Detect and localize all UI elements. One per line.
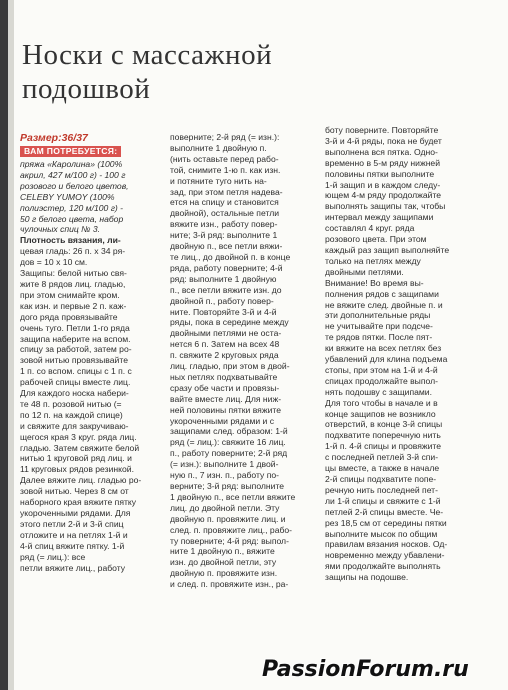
text-line: CELEBY YUMOY (100% — [20, 191, 115, 202]
text-line: розового цвета. При этом — [325, 234, 427, 245]
text-line: Внимание! Во время вы- — [325, 277, 424, 288]
text-line: отверстий, в конце 3-й спицы — [325, 419, 443, 430]
text-line: защипы на подошве. — [325, 572, 409, 583]
text-line: двойными петлями. — [325, 266, 404, 277]
text-line: эти дополнительные ряды — [325, 310, 431, 321]
text-line: спицах продолжайте выпол- — [325, 375, 438, 386]
text-line: 2-й спицы подхватите попе- — [325, 474, 437, 484]
text-line: 1-й защип и в каждом следу- — [325, 179, 441, 190]
text-line: отложите и на петлях 1-й и — [20, 529, 128, 540]
text-line: правилам вязания носков. Од- — [325, 539, 448, 550]
text-line: ную п., 7 изн. п., работу по- — [170, 470, 280, 481]
text-line: (нить оставьте перед рабо- — [170, 153, 279, 164]
text-line: и след. п. провяжите изн., ра- — [170, 579, 289, 590]
text-line: двойную п. провяжите изн. — [170, 568, 278, 579]
text-line: временно в 5-м ряду нижней — [325, 157, 441, 168]
text-line: цевая гладь: 26 п. х 34 ря- — [20, 246, 126, 257]
text-line: зовой нитью провязывайте — [20, 355, 128, 366]
text-line: гладью. Затем свяжите белой — [20, 442, 140, 453]
text-line: интервал между защипами — [325, 212, 434, 223]
text-line: (= изн.): выполните 1 двой- — [170, 459, 279, 470]
text-line: только на петлях между — [325, 255, 421, 266]
text-line: те рядов пятки. После пят- — [325, 332, 433, 343]
text-line: рабочей спицы вместе лиц. — [20, 377, 131, 388]
text-line: сразу обе части и провязы- — [170, 382, 280, 393]
text-line: розового и белого цветов, — [20, 180, 129, 191]
text-line: петли вяжите лиц., работу — [20, 562, 126, 573]
text-line: убавлений для клина подъема — [325, 354, 448, 365]
text-line: 1 п. со вспом. спицы с 1 п. с — [20, 366, 132, 377]
text-line: те лиц., до двойной п. в конце — [170, 251, 291, 262]
text-line: зовой нитью. Через 8 см от — [20, 486, 129, 497]
text-line: двойную п. провяжите лиц. и — [170, 513, 286, 524]
text-line: двойную п., все петли вяжи- — [170, 241, 283, 252]
text-line: выполните 1 двойную п. — [170, 142, 267, 153]
text-line: п. свяжите 2 круговых ряда — [170, 350, 279, 361]
column-3-body — [325, 125, 483, 583]
text-line: ту поверните; 4-й ряд: выпол- — [170, 535, 289, 546]
text-line: выполнять защипы так, чтобы — [325, 201, 446, 212]
text-line: вяжите изн., работу повер- — [170, 219, 278, 230]
text-line: этого петли 2-й и 3-й спиц — [20, 518, 124, 529]
text-column-1 — [20, 132, 160, 573]
text-line: цы вместе, а также в начале — [325, 463, 440, 474]
text-line: акрил, 427 м/100 г) - 100 г — [20, 169, 126, 180]
text-line: п., все петли вяжите изн. до — [170, 284, 282, 295]
text-line: чулочных спиц № 3. — [20, 224, 101, 235]
text-line: ните; 3-й ряд: выполните 1 — [170, 230, 278, 241]
text-line: спицу за работой, затем ро- — [20, 344, 132, 355]
title-line-2: подошвой — [22, 73, 151, 105]
text-line: составлял 4 круг. ряда — [325, 223, 415, 234]
text-line: конце защипов не возникло — [325, 408, 436, 419]
text-line: ните 1 двойную п., вяжите — [170, 546, 275, 557]
size-label: Размер: — [20, 132, 62, 144]
text-line: ется на спицу и становится — [170, 197, 279, 208]
text-line: ряда, работу поверните; 4-й — [170, 262, 283, 273]
text-line: Далее вяжите лиц. гладью ро- — [20, 475, 142, 486]
text-line: ряд (= лиц.): все — [20, 551, 86, 562]
column-1-body — [20, 159, 160, 573]
text-line: ните. Повторяйте 3-й и 4-й — [170, 306, 277, 317]
text-line: с последней петлей 3-й спи- — [325, 452, 439, 463]
text-line: поверните; 2-й ряд (= изн.): — [170, 132, 280, 142]
text-line: полнения рядов с защипами — [325, 288, 439, 299]
text-line: новременно между убавлени- — [325, 550, 445, 561]
text-line: ряд: выполните 1 двойную — [170, 273, 277, 284]
text-line: верните; 3-й ряд: выполните — [170, 481, 285, 491]
text-line: ли 1-й спицы и свяжите с 1-й — [325, 495, 441, 506]
text-line: те 48 п. розовой нитью (= — [20, 398, 122, 409]
article-title — [22, 38, 312, 106]
text-line: лиц. до двойной петли. Эту — [170, 502, 280, 513]
text-line: лиц. гладью, при этом в двой- — [170, 361, 290, 372]
text-line: выполнена вся пятка. Одно- — [325, 146, 438, 157]
text-line: ями продолжайте выполнять — [325, 561, 441, 572]
text-line: жите 8 рядов лиц. гладью, — [20, 278, 126, 289]
text-column-2 — [170, 132, 318, 590]
text-column-3 — [325, 125, 483, 583]
materials-badge: ВАМ ПОТРЕБУЕТСЯ: — [20, 146, 121, 157]
text-line: пряжа «Каролина» (100% — [20, 159, 123, 169]
text-line: защипа наберите на вспом. — [20, 333, 131, 344]
text-line: стопы, при этом на 1-й и 4-й — [325, 364, 438, 375]
text-line: укороченными рядами и с — [170, 415, 275, 426]
text-line: и потяните туго нить на- — [170, 175, 267, 186]
text-line: как изн. и первые 2 п. каж- — [20, 300, 127, 311]
text-line: 1-й п. 4-й спицы и провяжите — [325, 441, 442, 452]
column-2-body — [170, 132, 318, 590]
text-line: каждый раз защип выполняйте — [325, 244, 450, 255]
text-line: речную нить последней пет- — [325, 484, 438, 495]
text-line: 11 круговых рядов резинкой. — [20, 464, 134, 475]
text-line: зад, при этом петля надева- — [170, 186, 283, 197]
text-line: двойной п., работу повер- — [170, 295, 274, 306]
text-line: нется 6 п. Затем на всех 48 — [170, 339, 280, 350]
text-line: при этом снимайте кром. — [20, 289, 120, 300]
size-line — [20, 132, 160, 145]
text-line: дого ряда провязывайте — [20, 311, 118, 322]
text-line: вайте вместе лиц. Для ниж- — [170, 393, 282, 404]
text-line: укороченными рядами. Для — [20, 508, 131, 518]
text-line: и свяжите для закручиваю- — [20, 420, 129, 431]
text-line: очень туго. Петли 1-го ряда — [20, 322, 130, 333]
text-line: выполните мысок по общим — [325, 528, 438, 539]
text-line: половины пятки выполните — [325, 168, 435, 179]
title-line-1: Носки с массажной — [22, 39, 273, 71]
text-line: полиэстер, 120 м/100 г) - — [20, 202, 124, 213]
text-line: 50 г белого цвета, набор — [20, 213, 124, 224]
text-line: Для того чтобы в начале и в — [325, 397, 438, 408]
text-line: изн. до двойной петли, эту — [170, 557, 277, 568]
text-line: Защипы: белой нитью свя- — [20, 268, 127, 279]
text-line: 3-й и 4-й ряды, пока не будет — [325, 135, 442, 146]
text-line: нять подошву с защипами. — [325, 386, 432, 397]
text-line: петлей 2-й спицы вместе. Че- — [325, 506, 444, 517]
text-line: двойной), остальные петли — [170, 208, 280, 219]
text-line: защипами след. образом: 1-й — [170, 426, 288, 437]
text-line: ряды, пока в середине между — [170, 317, 289, 328]
text-line: ных петлях подхватывайте — [170, 371, 278, 382]
text-line: не вяжите след. двойные п. и — [325, 299, 443, 310]
page-binding-shadow — [8, 0, 14, 690]
text-line: ющем 4-м ряду продолжайте — [325, 190, 442, 201]
text-line: 4-й спиц вяжите пятку. 1-й — [20, 540, 125, 551]
text-line: той, снимите 1-ю п. как изн. — [170, 164, 281, 175]
text-line: ней половины пятки вяжите — [170, 404, 282, 415]
text-line: нитью 1 круговой ряд лиц. и — [20, 453, 132, 464]
text-line: Плотность вязания, ли- — [20, 235, 121, 246]
text-line: 1 двойную п., все петли вяжите — [170, 491, 296, 502]
text-line: боту поверните. Повторяйте — [325, 125, 439, 135]
text-line: дов = 10 х 10 см. — [20, 257, 88, 268]
text-line: п., работу поверните; 2-й ряд — [170, 448, 288, 459]
text-line: рез 18,5 см от середины пятки — [325, 517, 447, 528]
page-binding-edge — [0, 0, 8, 690]
size-value: 36/37 — [61, 132, 88, 144]
text-line: щегося края 3 круг. ряда лиц. — [20, 431, 137, 442]
text-line: двойными петлями не оста- — [170, 328, 282, 339]
text-line: по 12 п. на каждой спице) — [20, 409, 123, 420]
site-watermark: PassionForum.ru — [262, 657, 469, 682]
text-line: не учитывайте при подсче- — [325, 321, 433, 332]
text-line: подхватите поперечную нить — [325, 430, 441, 441]
text-line: ряд (= лиц.): свяжите 16 лиц. — [170, 437, 286, 448]
text-line: Для каждого носка набери- — [20, 388, 129, 399]
text-line: ки вяжите на всех петлях без — [325, 343, 442, 354]
text-line: наборного края вяжите пятку — [20, 497, 137, 508]
text-line: след. п. провяжите лиц., рабо- — [170, 524, 293, 535]
